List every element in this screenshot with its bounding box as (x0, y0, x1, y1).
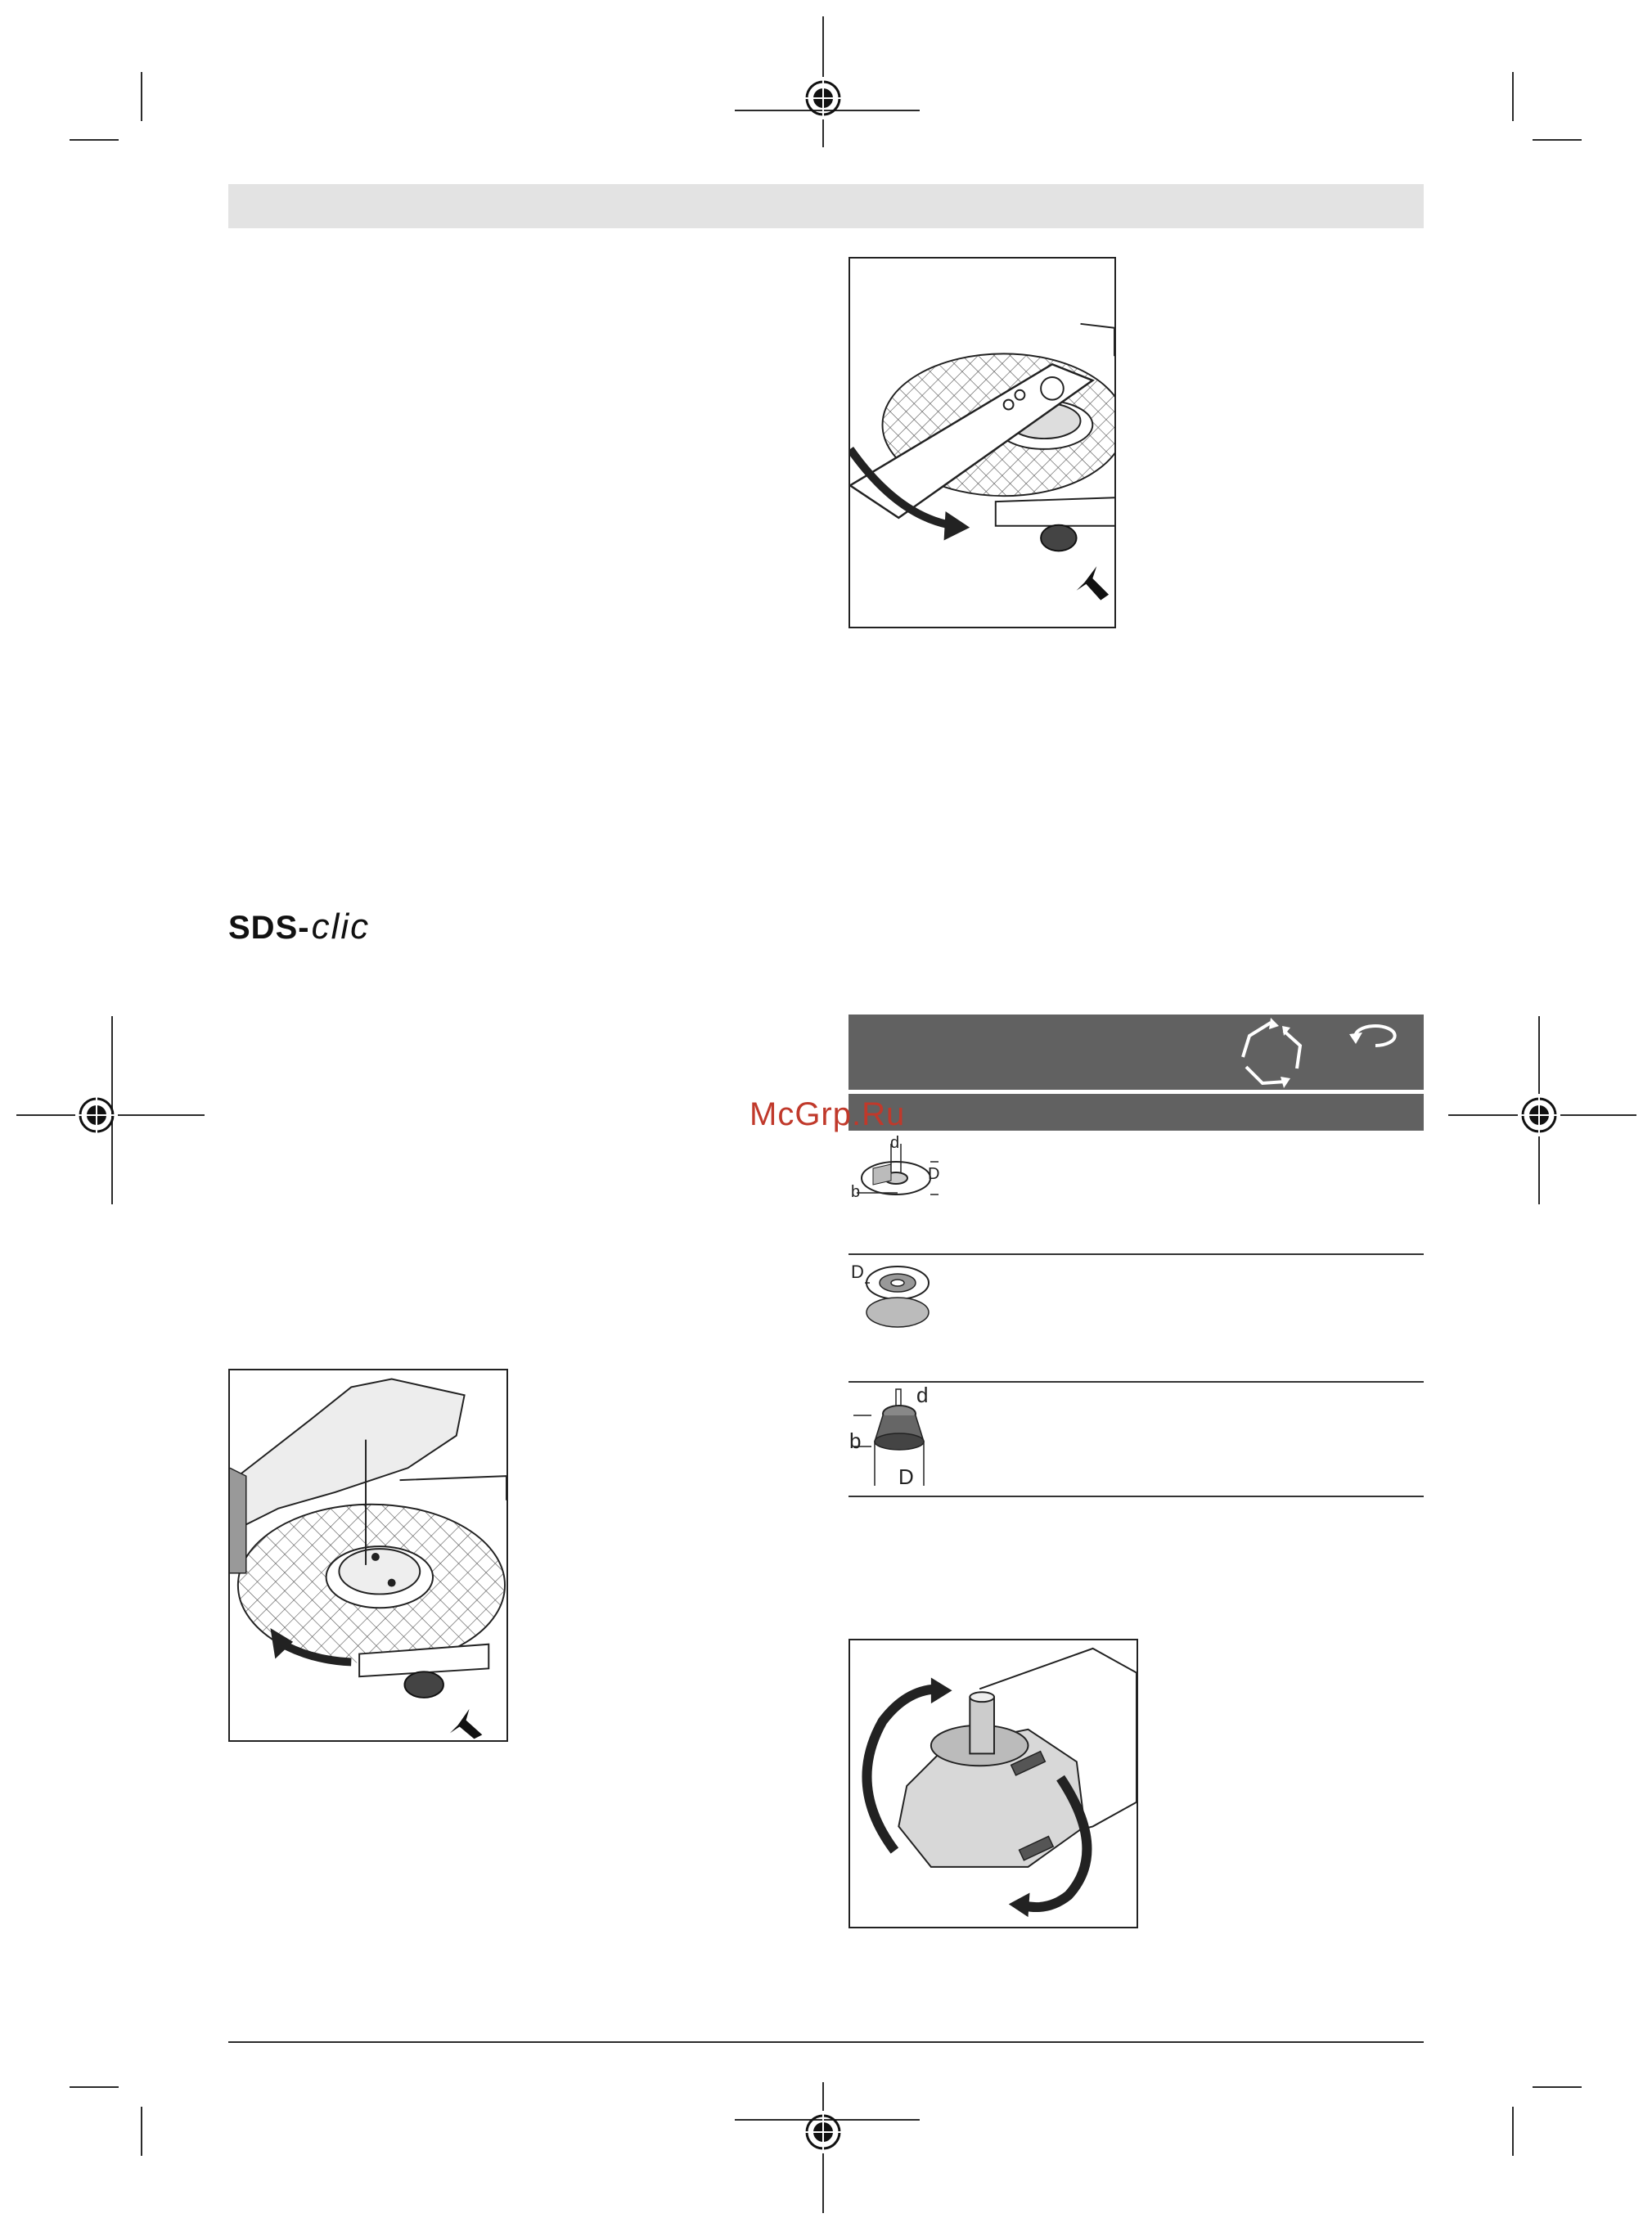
dimension-label-D: D (898, 1464, 914, 1489)
dimension-label-d: d (916, 1383, 929, 1407)
registration-target-left-icon (75, 1094, 118, 1136)
figure-hand-on-disc (228, 1369, 508, 1742)
sds-clic-logo (228, 907, 370, 947)
recycle-rotation-icon (1233, 1018, 1308, 1090)
table-row-divider (849, 1253, 1424, 1255)
gear-head-illustration (850, 1640, 1137, 1927)
registration-target-bottom-icon (802, 2111, 844, 2153)
registration-target-right-icon (1518, 1094, 1560, 1136)
dimension-label-b: b (849, 1428, 862, 1453)
logo-brand: SDS- (228, 910, 310, 946)
figure-gear-head-rotation (849, 1639, 1138, 1928)
table-row-divider (849, 1381, 1424, 1383)
watermark-text: McGrp.Ru (749, 1096, 906, 1132)
table-row-divider (849, 1496, 1424, 1497)
registration-target-icon (802, 77, 844, 119)
footer-rule (228, 2041, 1424, 2043)
hand-disc-illustration (230, 1370, 506, 1740)
dimension-label-d: d (890, 1134, 900, 1152)
logo-brand-suffix: clic (311, 907, 371, 947)
page-header-band (228, 184, 1424, 228)
accessory-table-subheader (849, 1094, 1424, 1131)
rotation-direction-icon (1348, 1019, 1405, 1052)
spanner-illustration (850, 259, 1114, 627)
dimension-label-b: b (851, 1183, 861, 1201)
accessory-table-header (849, 1015, 1424, 1090)
dimension-label-D: D (851, 1262, 864, 1282)
dimension-label-D: D (928, 1165, 940, 1183)
figure-spanner-removal (849, 257, 1116, 628)
